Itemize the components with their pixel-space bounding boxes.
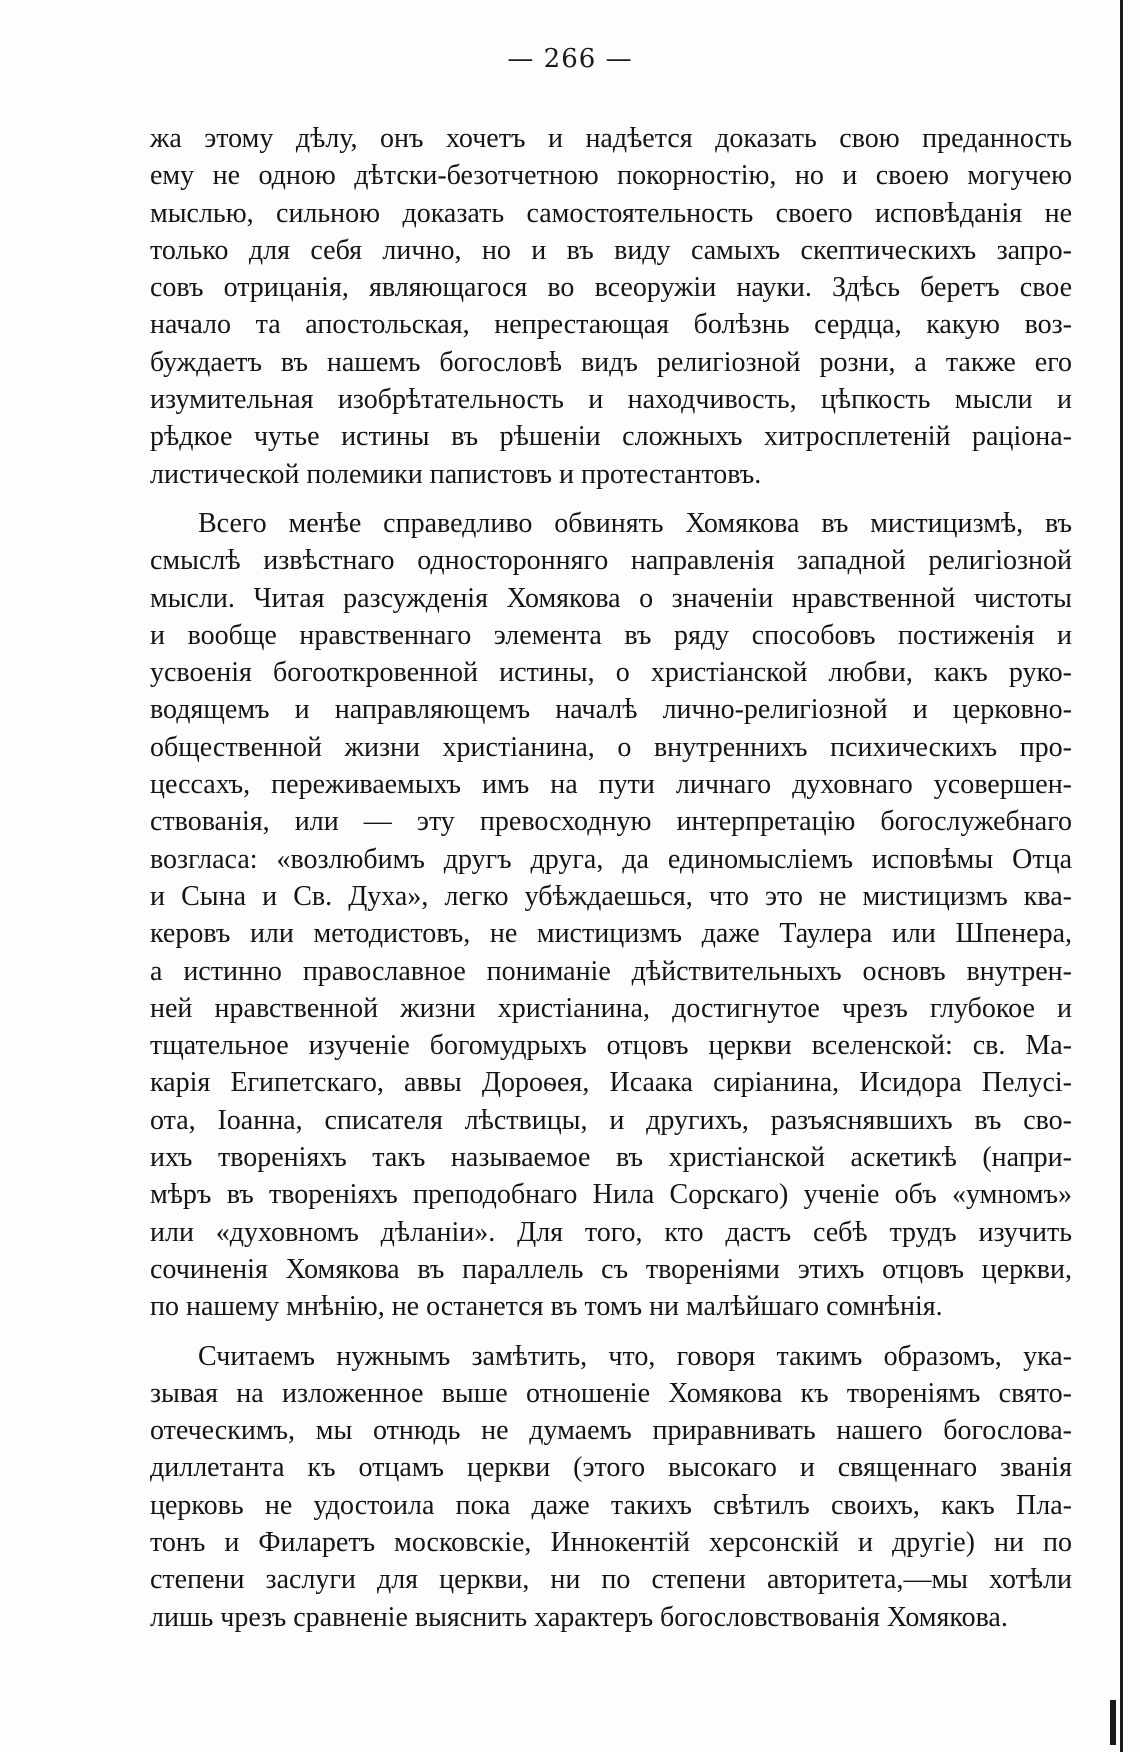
text-line: начало та апостольская, непрестающая болѣзнь сердца, какую воз- [150, 309, 1072, 341]
text-line: жа этому дѣлу, онъ хочетъ и надѣется доказать свою преданность [150, 123, 1072, 154]
text-line: мысли. Читая разсужденія Хомякова о значеніи нравственной чистоты [150, 582, 1072, 614]
text-line: мыслью, сильною доказать самостоятельность своего исповѣданія не [150, 197, 1072, 229]
text-line: листической полемики папистовъ и протестантовъ. [150, 458, 762, 490]
text-line: Считаемъ нужнымъ замѣтить, что, говоря такимъ образомъ, ука- [198, 1340, 1072, 1372]
text-line: тщательное изученіе богомудрыхъ отцовъ церкви вселенской: св. Ма- [150, 1030, 1072, 1062]
text-line: ота, Іоанна, списателя лѣствицы, и другихъ, разъяснявшихъ въ сво- [150, 1104, 1072, 1136]
text-line: лишь чрезъ сравненіе выяснить характеръ богословствованія Хомякова. [150, 1601, 1008, 1633]
text-line: изумительная изобрѣтательность и находчивость, цѣпкость мысли и [150, 384, 1072, 416]
text-line: только для себя лично, но и въ виду самыхъ скептическихъ запро- [150, 234, 1072, 266]
text-line: или «духовномъ дѣланіи». Для того, кто дастъ себѣ трудъ изучить [150, 1216, 1072, 1248]
text-line: ихъ твореніяхъ такъ называемое въ христіанской аскетикѣ (напри- [150, 1142, 1072, 1174]
text-line: церковь не удостоила пока даже такихъ свѣтилъ своихъ, какъ Пла- [150, 1489, 1072, 1521]
text-line: диллетанта къ отцамъ церкви (этого высокаго и священнаго званія [150, 1452, 1072, 1484]
text-line: водящемъ и направляющемъ началѣ лично-религіозной и церковно- [150, 694, 1072, 726]
text-line: ему не одною дѣтски-безотчетною покорностію, но и своею могучею [150, 160, 1072, 192]
text-line: керовъ или методистовъ, не мистицизмъ даже Таулера или Шпенера, [150, 918, 1072, 950]
paragraph [150, 120, 1072, 493]
text-line: тонъ и Филаретъ московскіе, Иннокентій херсонскій и другіе) ни по [150, 1526, 1072, 1558]
text-line: ствованія, или — эту превосходную интерпретацію богослужебнаго [150, 806, 1072, 838]
text-line: а истинно православное пониманіе дѣйствительныхъ основъ внутрен- [150, 955, 1072, 987]
page-number: — 266 — [507, 44, 633, 74]
text-line: смыслѣ извѣстнаго односторонняго направленія западной религіозной [150, 545, 1072, 577]
page-edge-line [1120, 0, 1123, 1752]
text-line: цессахъ, переживаемыхъ имъ на пути личнаго духовнаго усовершен- [150, 769, 1072, 801]
text-line: и Сына и Св. Духа», легко убѣждаешься, что это не мистицизмъ ква- [150, 880, 1072, 912]
text-line: зывая на изложенное выше отношеніе Хомякова къ твореніямъ свято- [150, 1377, 1072, 1409]
text-line: отеческимъ, мы отнюдь не думаемъ приравнивать нашего богослова- [150, 1415, 1072, 1447]
text-line: ней нравственной жизни христіанина, достигнутое чрезъ глубокое и [150, 992, 1072, 1024]
body-text [150, 120, 1072, 1636]
text-line: возгласа: «возлюбимъ другъ друга, да единомысліемъ исповѣмы Отца [150, 843, 1072, 875]
paragraph [150, 505, 1072, 1326]
text-line: усвоенія богооткровенной истины, о христіанской любви, какъ руко- [150, 657, 1072, 689]
text-line: Всего менѣе справедливо обвинять Хомякова въ мистицизмѣ, въ [198, 507, 1072, 539]
text-line: совъ отрицанія, являющагося во всеоружіи науки. Здѣсь беретъ свое [150, 272, 1072, 304]
text-line: сочиненія Хомякова въ параллель съ твореніями этихъ отцовъ церкви, [150, 1253, 1072, 1285]
text-line: по нашему мнѣнію, не останется въ томъ ни малѣйшаго сомнѣнія. [150, 1291, 943, 1323]
page-edge-mark [1110, 1700, 1116, 1745]
text-line: буждаетъ въ нашемъ богословѣ видъ религіозной розни, а также его [150, 346, 1072, 378]
text-line: рѣдкое чутье истины въ рѣшеніи сложныхъ хитросплетеній раціона- [150, 421, 1072, 453]
text-line: общественной жизни христіанина, о внутреннихъ психическихъ про- [150, 731, 1072, 763]
text-line: карія Египетскаго, аввы Дороѳея, Исаака сиріанина, Исидора Пелусі- [150, 1067, 1072, 1099]
text-line: мѣръ въ твореніяхъ преподобнаго Нила Сорскаго) ученіе объ «умномъ» [150, 1179, 1072, 1211]
paragraph [150, 1338, 1072, 1636]
text-line: и вообще нравственнаго элемента въ ряду способовъ постиженія и [150, 619, 1072, 651]
text-line: степени заслуги для церкви, ни по степени авторитета,—мы хотѣли [150, 1564, 1072, 1596]
